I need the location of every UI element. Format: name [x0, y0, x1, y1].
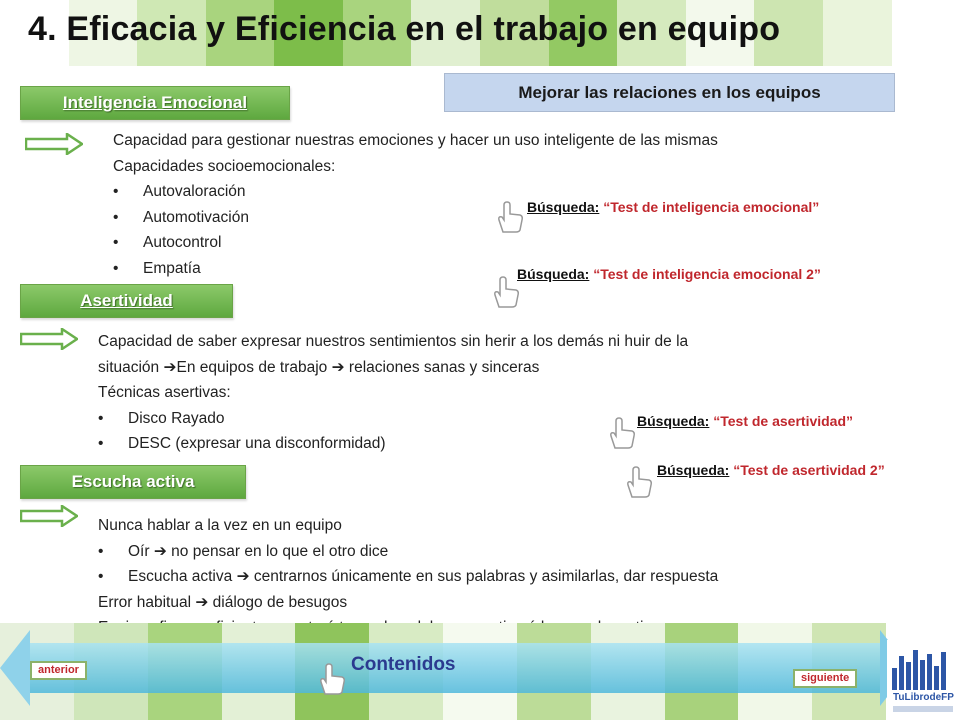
- list-item: • Automotivación: [113, 208, 249, 226]
- logo-bars-icon: [892, 650, 954, 690]
- nav-arrow-bar: [30, 643, 882, 693]
- section-header-asertividad: Asertividad: [20, 284, 233, 318]
- busqueda-link-as2[interactable]: Búsqueda: “Test de asertividad 2”: [657, 462, 885, 478]
- pointing-hand-icon[interactable]: [315, 662, 347, 696]
- section-header-inteligencia: Inteligencia Emocional: [20, 86, 290, 120]
- escucha-text: [98, 513, 718, 641]
- logo-text: TuLibrodeFP: [893, 692, 954, 703]
- list-item: • Disco Rayado: [98, 409, 225, 427]
- asertividad-subtitle: Técnicas asertivas:: [98, 384, 231, 401]
- asertividad-line2: situación ➔En equipos de trabajo ➔ relaciones sanas y sinceras: [98, 358, 540, 376]
- nav-arrow-left-icon: [0, 630, 30, 706]
- title-band-tile: [823, 0, 892, 66]
- escucha-line1: Nunca hablar a la vez en un equipo: [98, 517, 342, 534]
- busqueda-link-as1[interactable]: Búsqueda: “Test de asertividad”: [637, 413, 854, 429]
- asertividad-definition: Capacidad de saber expresar nuestros sentimientos sin herir a los demás ni huir de la: [98, 333, 689, 350]
- list-item: • Oír ➔ no pensar en lo que el otro dice: [98, 542, 389, 560]
- next-button[interactable]: siguiente: [793, 669, 857, 688]
- page-title: 4. Eficacia y Eficiencia en el trabajo en equipo: [28, 10, 781, 48]
- arrow-right-icon: [25, 133, 83, 155]
- busqueda-link-ie1[interactable]: Búsqueda: “Test de inteligencia emocional”: [527, 199, 820, 215]
- logo-reflection: [893, 706, 953, 712]
- pointing-hand-icon[interactable]: [605, 416, 637, 450]
- arrow-right-icon: [20, 328, 78, 350]
- section-header-escucha: Escucha activa: [20, 465, 246, 499]
- list-item: • Autovaloración: [113, 183, 246, 200]
- previous-button[interactable]: anterior: [30, 661, 87, 680]
- arrow-icon: ➔: [331, 358, 345, 376]
- arrow-icon: ➔: [195, 593, 209, 611]
- list-item: • Autocontrol: [113, 234, 222, 251]
- asertividad-text: [98, 329, 688, 457]
- list-item: • Escucha activa ➔ centrarnos únicamente en sus palabras y asimilarlas, dar respuesta: [98, 568, 719, 585]
- list-item: • DESC (expresar una disconformidad): [98, 435, 386, 452]
- contents-link[interactable]: Contenidos: [351, 654, 456, 675]
- arrow-icon: ➔: [153, 542, 167, 560]
- improve-relations-header: Mejorar las relaciones en los equipos: [444, 73, 895, 112]
- busqueda-link-ie2[interactable]: Búsqueda: “Test de inteligencia emocional 2”: [517, 266, 821, 282]
- list-item: • Empatía: [113, 259, 201, 277]
- inteligencia-subtitle: Capacidades socioemocionales:: [113, 157, 336, 175]
- arrow-right-icon: [20, 505, 78, 527]
- arrow-icon: ➔: [236, 568, 250, 585]
- pointing-hand-icon[interactable]: [493, 200, 525, 234]
- logo: [887, 640, 960, 720]
- pointing-hand-icon[interactable]: [622, 465, 654, 499]
- escucha-line2: Error habitual ➔ diálogo de besugos: [98, 593, 348, 611]
- arrow-icon: ➔: [163, 358, 177, 376]
- title-band-tile: [892, 0, 960, 66]
- inteligencia-definition: Capacidad para gestionar nuestras emociones y hacer un uso inteligente de las mismas: [113, 132, 718, 149]
